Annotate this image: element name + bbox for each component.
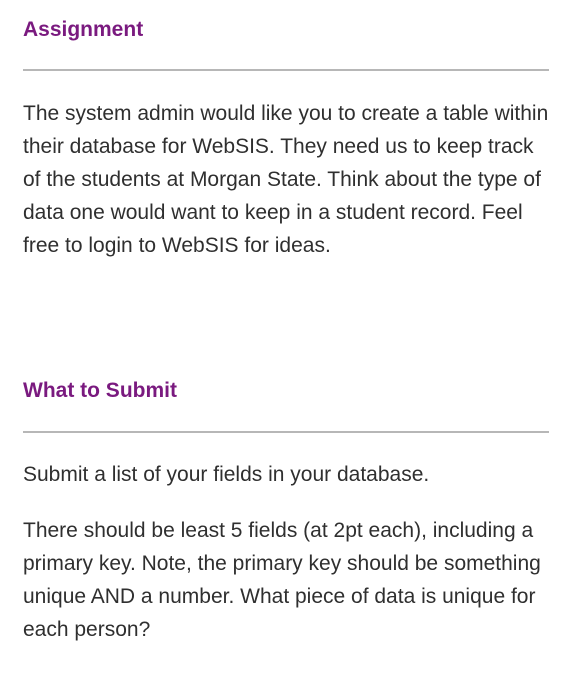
assignment-description: The system admin would like you to create a table within their database for WebSIS. They need us to keep track of the students at Morgan State. Think about the type of data one would want to keep in a student record. Feel free to login to WebSIS for ideas. (23, 102, 549, 257)
assignment-divider (23, 69, 549, 71)
what-to-submit-heading: What to Submit (23, 379, 177, 402)
submit-requirements: There should be least 5 fields (at 2pt each), including a primary key. Note, the primary key should be something unique AND a number. What piece of data is unique for each person? (23, 519, 541, 641)
submit-divider (23, 431, 549, 433)
assignment-heading: Assignment (23, 18, 144, 41)
submit-instruction: Submit a list of your fields in your database. (23, 463, 430, 486)
